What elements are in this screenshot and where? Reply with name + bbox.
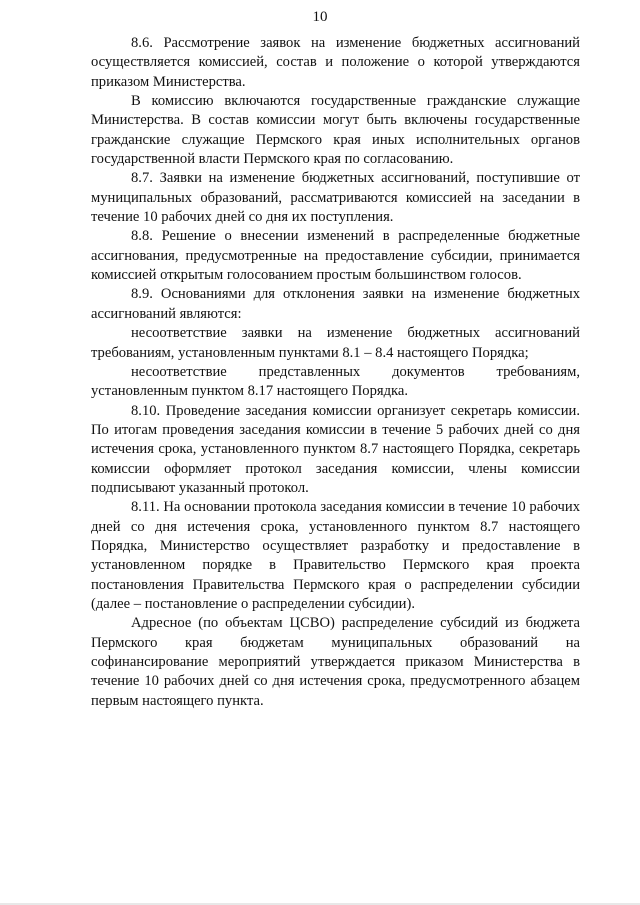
paragraph-address-distribution: Адресное (по объектам ЦСВО) распределение субсидий из бюджета Пермского края бюджетам муниципальных образований на софинансирование мероприятий утверждается приказом Министерства в течение 10 рабочих дней со дня истечения срока, предусмотренного абзацем первым настоящего пункта. xyxy=(91,615,580,709)
paragraph-rejection-reason-2: несоответствие представленных документов требованиям, установленным пунктом 8.17 настоящего Порядка. xyxy=(91,363,580,400)
paragraph-8-7: 8.7. Заявки на изменение бюджетных ассигнований, поступившие от муниципальных образований, рассматриваются комиссией на заседании в течение 10 рабочих дней со дня их поступления. xyxy=(91,170,580,226)
document-body xyxy=(91,34,580,711)
paragraph-8-6: 8.6. Рассмотрение заявок на изменение бюджетных ассигнований осуществляется комиссией, состав и положение о которой утверждаются приказом Министерства. xyxy=(91,35,580,90)
paragraph-rejection-reason-1: несоответствие заявки на изменение бюджетных ассигнований требованиям, установленным пунктами 8.1 – 8.4 настоящего Порядка; xyxy=(91,325,580,361)
paragraph-8-10: 8.10. Проведение заседания комиссии организует секретарь комиссии. По итогам проведения заседания комиссии в течение 5 рабочих дней со дня истечения срока, установленного пунктом 8.7 настоящего Порядка, секретарь комиссии оформляет протокол заседания комиссии, члены комиссии подписывают указанный протокол. xyxy=(91,402,580,496)
page-number: 10 xyxy=(312,9,328,25)
paragraph-8-8: 8.8. Решение о внесении изменений в распределенные бюджетные ассигнования, предусмотренные на предоставление субсидии, принимается комиссией открытым голосованием простым большинством голосов. xyxy=(91,228,580,284)
paragraph-8-11: 8.11. На основании протокола заседания комиссии в течение 10 рабочих дней со дня истечения срока, установленного пунктом 8.7 настоящего Порядка, Министерство осуществляет разработку и предоставление в установленном порядке в Правительство Пермского края проекта постановления Правительства Пермского края о распределении субсидии (далее – постановление о распределении субсидии). xyxy=(91,499,580,612)
paragraph-commission-members: В комиссию включаются государственные гражданские служащие Министерства. В состав комиссии могут быть включены государственные гражданские служащие Пермского края иных исполнительных органов государственной власти Пермского края по согласованию. xyxy=(91,93,580,168)
paragraph-8-9: 8.9. Основаниями для отклонения заявки на изменение бюджетных ассигнований являются: xyxy=(91,286,580,322)
